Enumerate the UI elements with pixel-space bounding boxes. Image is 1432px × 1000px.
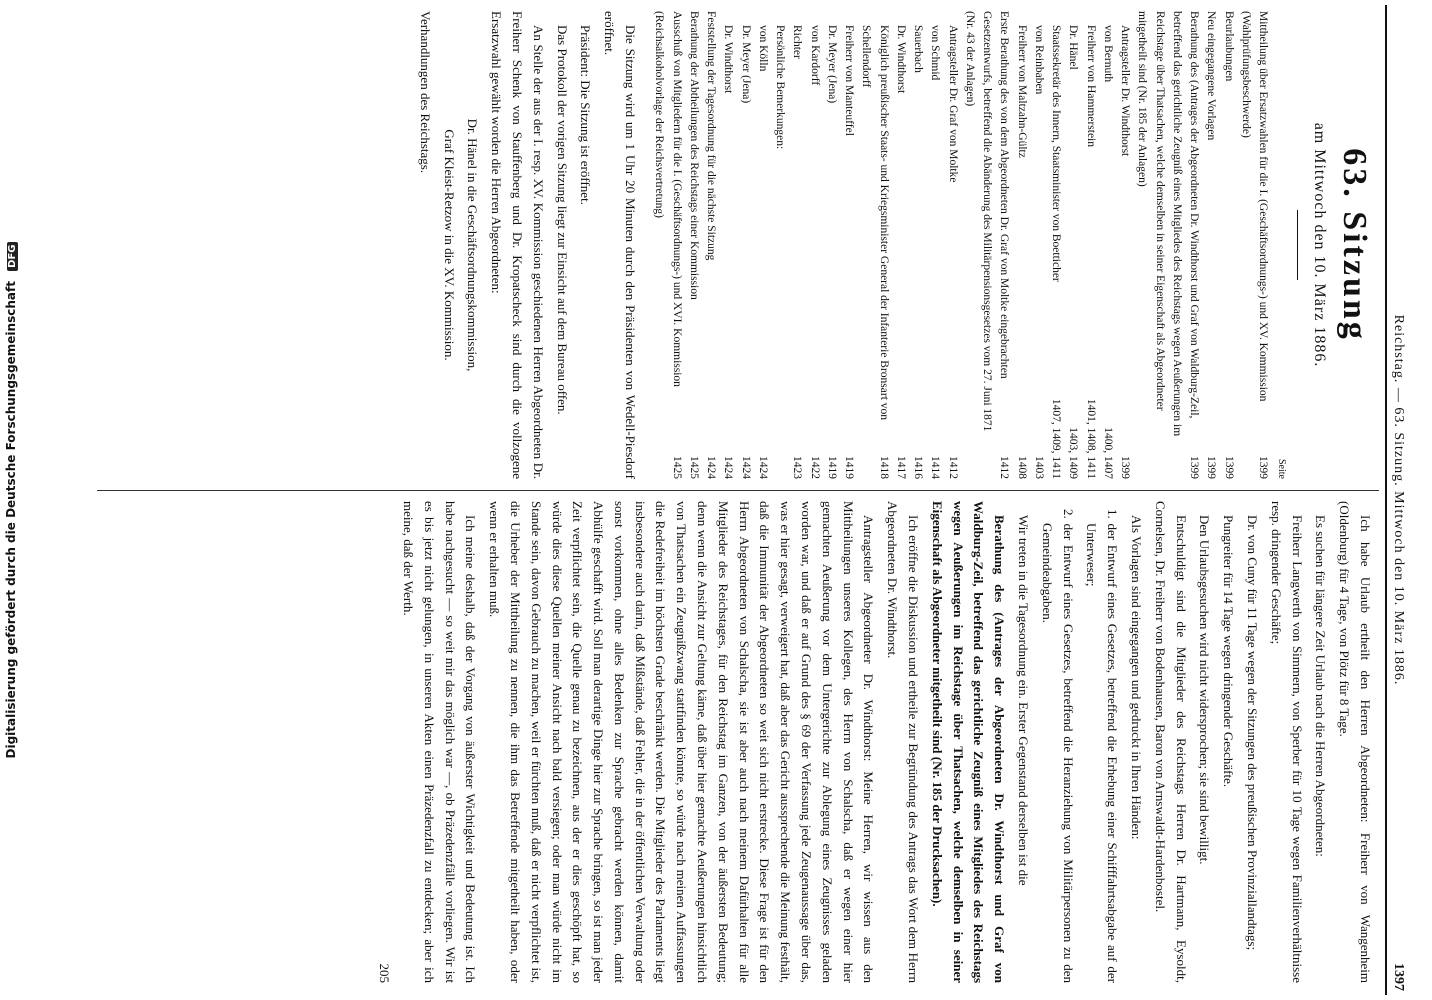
page-content — [91, 5, 1411, 995]
toc-entry-text: Dr. Hänel — [1067, 25, 1080, 70]
toc-entry-text: Ausschuß von Mitgliedern für die I. (Geschäftsordnungs-) und XVI. Kommission (Reichsalkoholvorlage der Reichsvertretung) — [653, 11, 683, 387]
toc-entry-page: 1408 — [1015, 456, 1028, 479]
session-title: 63. Sitzung — [1336, 148, 1373, 342]
paragraph: 1. der Entwurf eines Gesetzes, betreffend die Erhebung einer Schifffahrtsabgabe auf der Unterweser; — [1084, 509, 1121, 983]
toc-entry — [1012, 11, 1029, 479]
toc-seite-label: Seite — [1276, 459, 1288, 479]
toc-entry-page: 1424 — [756, 456, 769, 479]
toc-entry — [1030, 11, 1047, 479]
toc-entry-text: Neu eingegangene Vorlagen — [1205, 11, 1218, 141]
toc-entry — [943, 11, 960, 479]
toc-entry — [650, 11, 685, 479]
running-header — [1385, 5, 1409, 995]
toc-entry-text: Dr. Meyer (Jena) — [739, 25, 752, 104]
toc-entry — [1219, 11, 1236, 479]
paragraph: An Stelle der aus der I. resp. XV. Kommission geschiedenen Herren Abgeordneten Dr. Freiherr Schenk von Stauffenberg und Dr. Kropatscheck sind durch die vollzogene Ersatzwahl gewählt worden die Herren Abgeordneten: — [489, 11, 546, 479]
toc-entry-page: 1412 — [946, 456, 959, 479]
paragraph: Es suchen für längere Zeit Urlaub nach die Herren Abgeordneten: — [1313, 515, 1329, 857]
paragraph: Entschuldigt sind die Mitglieder des Reichstags Herren Dr. Hartmann, Eysoldt, Cornelsen, Dr. Freiherr von Bodenhausen, Baron von Arnswaldt-Hardenbostel. — [1152, 501, 1189, 983]
toc-entry-page: 1407, 1409, 1411 — [1050, 398, 1063, 479]
toc-entry-page: 1403 — [1032, 456, 1045, 479]
toc-entry — [736, 11, 753, 479]
toc-entry-text: von Bernuth — [1101, 25, 1114, 83]
paragraph: 205 — [377, 963, 393, 983]
toc-entry — [702, 11, 719, 479]
paragraph: Pungreiter für 14 Tage wegen dringender Geschäfte. — [1221, 515, 1237, 788]
toc-entry-text: Sauerbach — [912, 25, 925, 73]
digitization-note-text: Digitalisierung gefördert durch die Deutsche Forschungsgemeinschaft — [4, 281, 18, 759]
left-column — [101, 11, 1375, 479]
toc-entry-text: Dr. Windthorst — [722, 25, 735, 94]
toc-entry-text: Freiherr von Hammerstein — [1084, 25, 1097, 147]
paragraph: Wir treten in die Tagesordnung ein. Erster Gegenstand derselben ist die — [1016, 515, 1032, 886]
paragraph: Das Protokoll der vorigen Sitzung liegt zur Einsicht auf dem Bureau offen. — [554, 25, 570, 415]
toc-entry — [1237, 11, 1272, 479]
toc-entry — [961, 11, 1013, 479]
toc-entry-page: 1424 — [705, 456, 718, 479]
paragraph: Freiherr Langwerth von Simmern, von Sperber für 10 Tage wegen Familienverhältnisse resp. dringender Geschäfte; — [1268, 501, 1305, 983]
toc-entry-page: 1401, 1408, 1411 — [1084, 398, 1097, 479]
toc-entry-page: 1418 — [877, 456, 890, 479]
toc-entry — [840, 11, 857, 479]
toc-entry-text: Antragsteller Dr. Windthorst — [1119, 25, 1132, 157]
toc-entry-text: Dr. Meyer (Jena) — [825, 25, 838, 104]
paragraph: Graf Kleist-Retzow in die XV. Kommission. — [441, 129, 457, 361]
session-title-block — [1297, 11, 1373, 479]
right-body — [373, 501, 1375, 983]
paragraph: Den Urlaubsgesuchen wird nicht widersprochen; sie sind bewilligt. — [1197, 515, 1213, 865]
session-date: am Mittwoch den 10. März 1886. — [1310, 122, 1328, 368]
toc-entry — [926, 11, 943, 479]
left-body — [414, 11, 640, 479]
toc-entry — [1064, 11, 1081, 479]
toc-entry-page: 1425 — [687, 456, 700, 479]
toc-entry-page: 1412 — [998, 456, 1011, 479]
toc-entry-text: von Kölln — [756, 25, 769, 72]
toc-entry-page: 1422 — [808, 456, 821, 479]
toc-entry-page: 1399 — [1205, 456, 1218, 479]
paragraph: Dr. Hänel in die Geschäftsordnungskommission, — [465, 118, 481, 372]
paragraph: Antragsteller Abgeordneter Dr. Windthorst: Meine Herren, wir wissen aus den Mittheilungen unseres Kollegen, des Herrn von Schalscha, daß er wegen einer hier gemachten Aeußerung vor dem Untergerichte zur Ablegung eines Zeugnisses geladen worden war, und daß er auf Grund des § 69 der Verfassung jede Zeugenaussage über das, was er hier gesagt, verweigert hat, daß aber das Gericht aussprechende die Meinung festhält, daß die Immunität der Abgeordneten so weit sich nicht erstrecke. Diese Frage ist für den Herrn Abgeordneten von Schalscha, sie ist aber auch nach meinem Dafürhalten für alle Mitglieder des Reichstages, für den Reichstag im Ganzen, von der äußersten Bedeutung; denn wenn die Ansicht zur Geltung käme, daß über hier gemachte Aeußerungen hinsichtlich von Thatsachen ein Zeugnißzwang stattfinden könnte, so würde nach meinen Auffassungen die Redefreiheit im höchsten Grade beschränkt werden. Die Mitglieder des Parlaments liegt insbesondere auch darin, daß Mißstände, daß Fehler, die in der öffentlichen Verwaltung oder sonst vorkommen, ohne alles Bedenken zur Sprache gebracht werden können, damit Abhülfe geschafft wird. Soll man derartige Dinge hier zur Sprache bringen, so ist man jeder Zeit verpflichtet sein, die Quelle genau zu bezeichnen, aus der er dies geschöpft hat, so würde dies diese Quellen meiner Ansicht nach bald versiegen; oder man würde nicht im Stande sein, davon Gebrauch zu machen, weil er fürchten muß, daß er nicht verpflichtet ist, die Urheber der Mittheilung zu nennen, die ihm das Betreffende mitgetheilt haben, oder wenn er erhalten muß. — [487, 501, 877, 983]
toc-entry — [892, 11, 909, 479]
toc-entry-page: 1419 — [825, 456, 838, 479]
toc-entry-page: 1417 — [894, 456, 907, 479]
toc-entry — [1133, 11, 1202, 479]
toc-entry — [1081, 11, 1098, 479]
page-number: 1397 — [1391, 963, 1406, 991]
toc-entry-text: Mittheilung über Ersatzwahlen für die I. (Geschäftsordnungs-) und XV. Kommission (Wahlprüfungsbeschwerde) — [1239, 11, 1270, 402]
toc-entry-text: Freiherr von Maltzahn-Gültz — [1015, 25, 1028, 158]
toc-entry — [685, 11, 702, 479]
toc-entry-page: 1419 — [843, 456, 856, 479]
toc-entry-page: 1425 — [670, 456, 683, 479]
paragraph: Ich habe Urlaub ertheilt den Herren Abgeordneten: Freiherr von Wangenheim (Oldenburg) für 4 Tage, von Plötz für 8 Tage. — [1337, 501, 1373, 983]
toc-entry — [1099, 11, 1116, 479]
paragraph: Verhandlungen des Reichstags. — [417, 11, 433, 174]
column-divider — [97, 490, 1379, 491]
toc-entry — [771, 11, 788, 479]
toc-entry — [909, 11, 926, 479]
toc-entry — [823, 11, 840, 479]
toc-entry-text: Beurlaubungen — [1222, 11, 1235, 82]
paragraph: Ich eröffne die Diskussion und ertheile zur Begründung des Antrags das Wort dem Herrn Abgeordneten Dr. Windthorst. — [885, 501, 922, 983]
toc-entry-text: Berathung der Abtheilungen des Reichstags einer Kommission — [687, 11, 700, 300]
document-page — [86, 0, 1416, 1000]
toc-entry-text: Königlich preußischer Staats- und Kriegsminister General der Infanterie Bronsart von Schellendorff — [860, 25, 890, 421]
toc-entry-text: Antragsteller Dr. Graf von Moltke — [946, 25, 959, 183]
toc-entry-page: 1414 — [929, 456, 942, 479]
toc-entry-page: 1399 — [1188, 456, 1201, 479]
toc-entry — [788, 11, 805, 479]
toc-entry — [1116, 11, 1133, 479]
toc-entry-page: 1403, 1409 — [1067, 427, 1080, 479]
paragraph: Präsident: Die Sitzung ist eröffnet. — [578, 25, 594, 205]
toc-entry-text: von Reinbaben — [1032, 25, 1045, 95]
toc-entry-text: Persönliche Bemerkungen: — [774, 25, 787, 150]
toc-entry-page: 1416 — [912, 456, 925, 479]
table-of-contents — [650, 11, 1271, 479]
dfg-logo: DFG — [7, 242, 18, 271]
toc-entry-page: 1424 — [722, 456, 735, 479]
toc-entry — [1202, 11, 1219, 479]
toc-entry-page: 1399 — [1222, 456, 1235, 479]
toc-entry-page: 1399 — [1257, 456, 1270, 479]
toc-entry-text: Richter — [791, 25, 804, 59]
toc-entry-text: Feststellung der Tagesordnung für die nächste Sitzung — [705, 11, 718, 261]
toc-entry-text: Berathung des (Antrages der Abgeordneten Dr. Windthorst und Graf von Waldburg-Zeil, betreffend das gerichtliche Zeugniß eines Mitgliedes des Reichstags wegen Aeußerungen im Reichstage über Thatsachen, welche demselben in seiner Eigenschaft als Abgeordneter mitgetheilt sind (Nr. 185 der Anlagen) — [1136, 11, 1201, 437]
toc-entry-page: 1424 — [739, 456, 752, 479]
paragraph: Dr. von Cuny für 11 Tage wegen der Sitzungen des preußischen Provinziallandtags; — [1245, 515, 1261, 951]
right-column — [101, 501, 1375, 983]
toc-entry-text: Dr. Windthorst — [894, 25, 907, 94]
paragraph: 2. der Entwurf eines Gesetzes, betreffend die Heranziehung von Militärpersonen zu den Gemeindeabgaben. — [1039, 509, 1076, 983]
paragraph: Ich meine deshalb, daß der Vorgang von äußerster Wichtigkeit und Bedeutung ist. Ich habe nachgesucht — so weit mir das möglich war —, ob Präzedenzfälle vorliegen. Wir ist es bis jetzt nicht gelungen, in unseren Akten einen Präzedenzfall zu entdecken; aber ich meine, daß der Werth. — [400, 501, 479, 983]
toc-entry-page: 1423 — [791, 456, 804, 479]
toc-entry-text: von Kardorff — [808, 25, 821, 86]
toc-entry-text: von Schmid — [929, 25, 942, 81]
paragraph: Berathung des (Antrages der Abgeordneten Dr. Windthorst und Graf von Waldburg-Zeil, betreffend das gerichtliche Zeugniß eines Mitgliedes des Reichstags wegen Aeußerungen im Reichstage über Thatsachen, welche demselben in seiner Eigenschaft als Abgeordneter mitgetheilt sind (Nr. 185 der Drucksachen). — [929, 501, 1008, 983]
toc-entry — [857, 11, 892, 479]
toc-entry-page: 1400, 1407 — [1101, 427, 1114, 479]
toc-entry — [805, 11, 822, 479]
paragraph: Als Vorlagen sind eingegangen und gedruckt in Ihren Händen: — [1129, 515, 1145, 840]
toc-entry-text: Erste Berathung des von dem Abgeordneten Dr. Graf von Moltke eingebrachten Gesetzentwurfs, betreffend die Abänderung des Militärpensionsgesetzes vom 27. Juni 1871 (Nr. 43 der Anlagen) — [963, 11, 1011, 432]
running-title: Reichstag. — 63. Sitzung. Mittwoch den 10. März 1886. — [1391, 314, 1406, 686]
toc-entry — [719, 11, 736, 479]
paragraph: Die Sitzung wird um 1 Uhr 20 Minuten durch den Präsidenten von Wedell-Piesdorf eröffnet. — [602, 11, 639, 479]
toc-entry-text: Staatssekretär des Innern, Staatsminister von Boetticher — [1050, 25, 1063, 282]
digitization-note — [0, 0, 22, 1000]
toc-entry — [1047, 11, 1064, 479]
toc-entry-text: Freiherr von Manteuffel — [843, 25, 856, 136]
toc-entry-page: 1399 — [1119, 456, 1132, 479]
toc-entry — [754, 11, 771, 479]
title-rule — [1297, 210, 1298, 280]
